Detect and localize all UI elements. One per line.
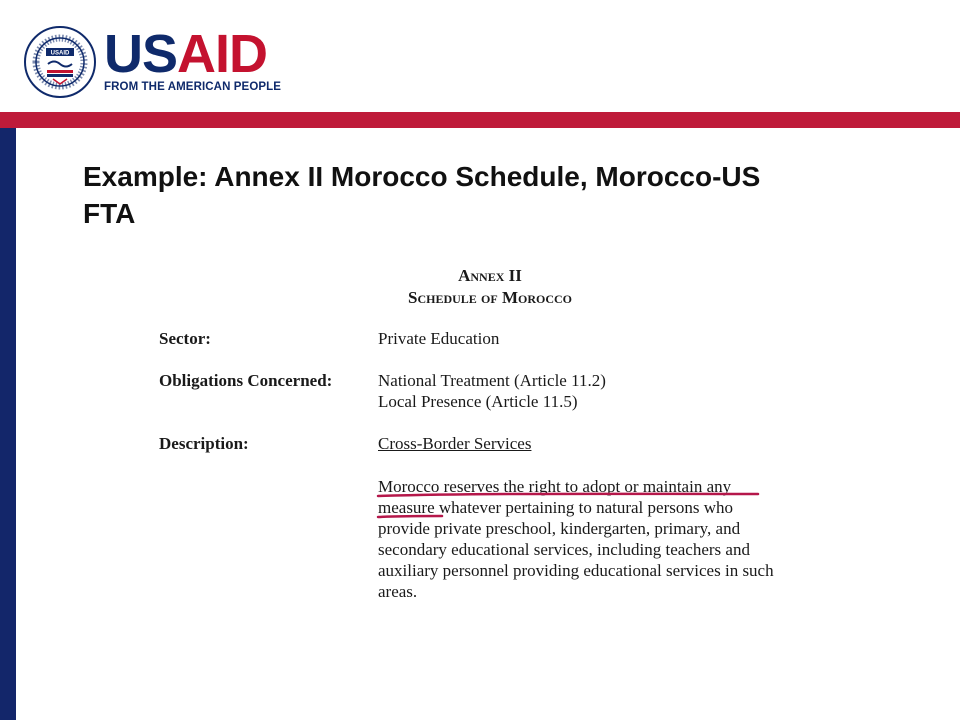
obligations-value-1: National Treatment (Article 11.2) (378, 371, 606, 390)
brand-aid: AID (177, 24, 268, 84)
usaid-brand (104, 24, 282, 93)
annex-document-excerpt (150, 262, 830, 622)
sector-label: Sector: (159, 329, 211, 348)
slide-title-line-2: FTA (83, 198, 136, 229)
left-navy-bar (0, 128, 16, 720)
description-line-3: provide private preschool, kindergarten, primary, and (378, 519, 741, 538)
sector-value: Private Education (378, 329, 500, 348)
description-line-5: auxiliary personnel providing educational services in such (378, 561, 774, 580)
description-line-2: measure whatever pertaining to natural persons who (378, 498, 733, 517)
description-label: Description: (159, 434, 249, 453)
header-red-bar (0, 112, 960, 128)
doc-heading-schedule: Schedule of Morocco (407, 288, 572, 307)
brand-us: US (104, 24, 178, 84)
description-line-1: Morocco reserves the right to adopt or maintain any (378, 477, 732, 496)
description-heading: Cross-Border Services (378, 434, 532, 453)
description-line-4: secondary educational services, including teachers and (378, 540, 750, 559)
svg-text:USAID: USAID (50, 50, 70, 57)
slide-header (0, 0, 960, 112)
obligations-label: Obligations Concerned: (159, 371, 333, 390)
obligations-value-2: Local Presence (Article 11.5) (378, 392, 578, 411)
doc-heading-annex: Annex II (458, 266, 522, 285)
description-line-6: areas. (378, 582, 418, 601)
brand-tagline: FROM THE AMERICAN PEOPLE (104, 81, 282, 93)
usaid-seal-icon (24, 26, 96, 98)
slide-title (83, 158, 903, 232)
slide-title-line-1: Example: Annex II Morocco Schedule, Morocco-US (83, 161, 761, 192)
brand-wordmark (104, 24, 281, 84)
